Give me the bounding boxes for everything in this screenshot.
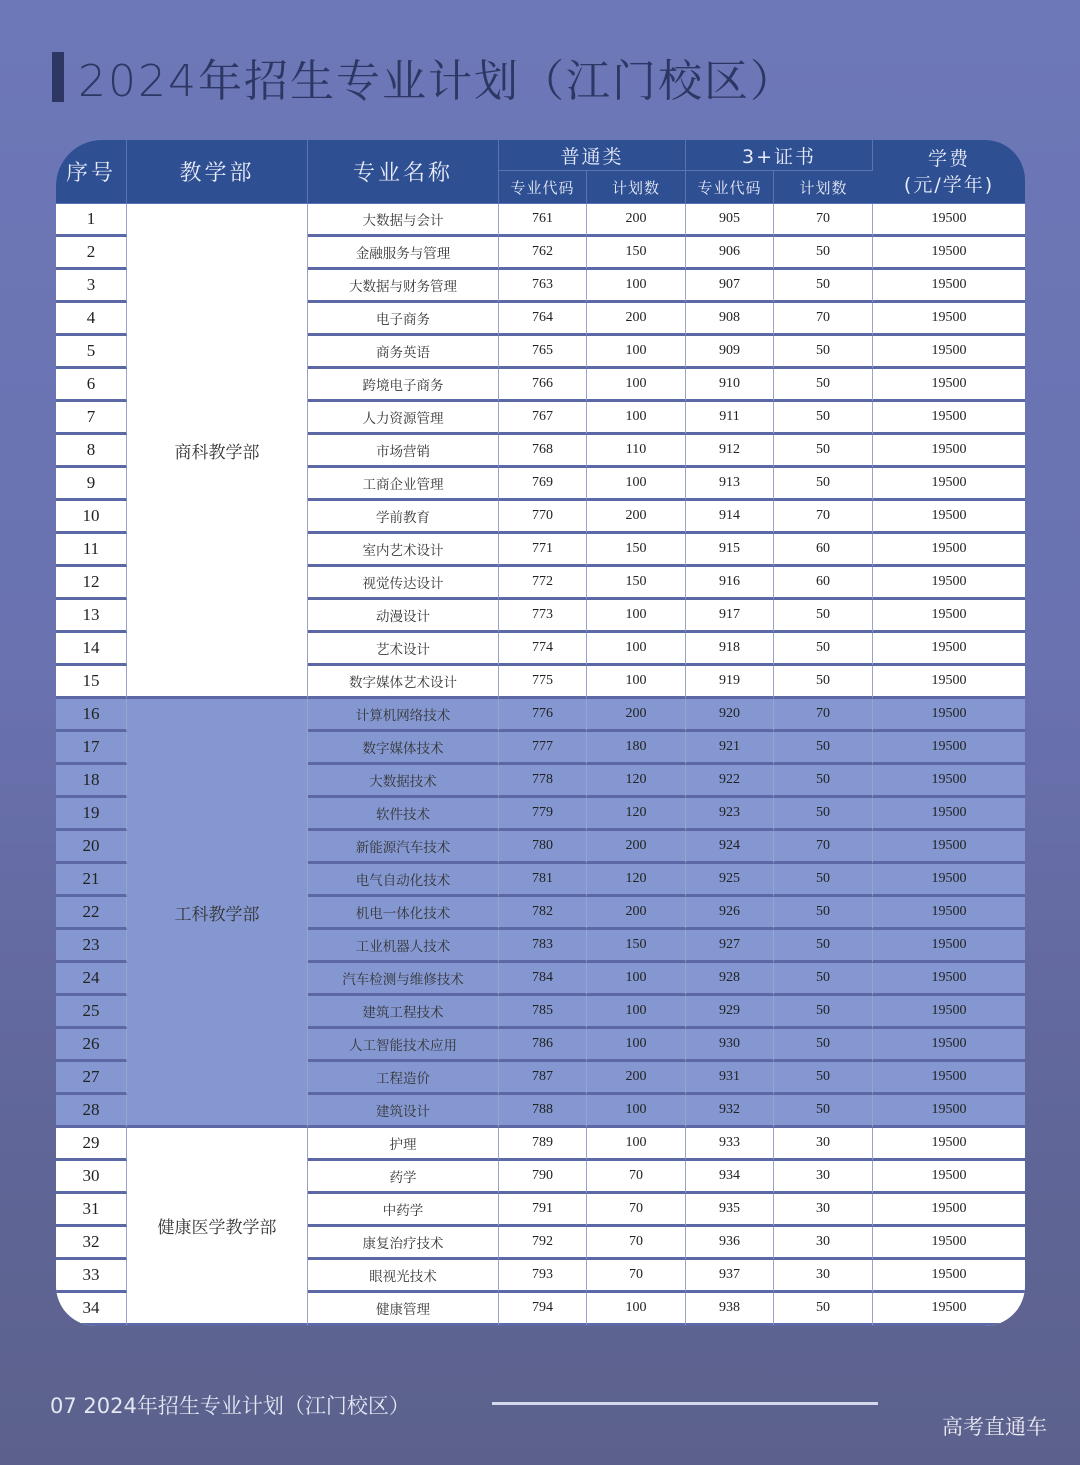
row-index: 18: [56, 765, 127, 798]
cert-major-code: 925: [686, 864, 774, 897]
regular-major-code: 794: [499, 1293, 587, 1326]
cert-plan-count: 30: [774, 1161, 873, 1194]
major-name: 药学: [308, 1161, 499, 1194]
watermark-text: 高考直通车: [942, 1415, 1047, 1439]
regular-plan-count: 200: [587, 1062, 686, 1095]
cert-major-code: 937: [686, 1260, 774, 1293]
regular-major-code: 790: [499, 1161, 587, 1194]
cert-major-code: 921: [686, 732, 774, 765]
row-index: 19: [56, 798, 127, 831]
major-name: 人工智能技术应用: [308, 1029, 499, 1062]
title-accent-bar: [52, 52, 64, 102]
regular-plan-count: 100: [587, 402, 686, 435]
cert-major-code: 922: [686, 765, 774, 798]
cert-major-code: 906: [686, 237, 774, 270]
row-index: 15: [56, 666, 127, 699]
cert-major-code: 920: [686, 699, 774, 732]
cert-plan-count: 70: [774, 831, 873, 864]
regular-major-code: 787: [499, 1062, 587, 1095]
major-name: 学前教育: [308, 501, 499, 534]
cert-plan-count: 50: [774, 468, 873, 501]
regular-plan-count: 100: [587, 963, 686, 996]
row-index: 27: [56, 1062, 127, 1095]
regular-plan-count: 70: [587, 1227, 686, 1260]
regular-plan-count: 100: [587, 270, 686, 303]
cert-major-code: 909: [686, 336, 774, 369]
cert-major-code: 923: [686, 798, 774, 831]
regular-major-code: 763: [499, 270, 587, 303]
regular-major-code: 786: [499, 1029, 587, 1062]
header-group-cert: 3+证书: [686, 140, 873, 171]
cert-major-code: 911: [686, 402, 774, 435]
tuition-fee: 19500: [873, 1293, 1025, 1326]
regular-major-code: 768: [499, 435, 587, 468]
cert-major-code: 932: [686, 1095, 774, 1128]
cert-plan-count: 50: [774, 765, 873, 798]
regular-plan-count: 100: [587, 600, 686, 633]
cert-plan-count: 50: [774, 1029, 873, 1062]
row-index: 17: [56, 732, 127, 765]
regular-plan-count: 100: [587, 666, 686, 699]
tuition-fee: 19500: [873, 1029, 1025, 1062]
regular-plan-count: 70: [587, 1161, 686, 1194]
major-name: 人力资源管理: [308, 402, 499, 435]
header-department: 教学部: [127, 140, 308, 204]
cert-major-code: 934: [686, 1161, 774, 1194]
row-index: 33: [56, 1260, 127, 1293]
department-cell: 工科教学部: [127, 699, 308, 1128]
major-name: 康复治疗技术: [308, 1227, 499, 1260]
cert-plan-count: 50: [774, 930, 873, 963]
tuition-fee: 19500: [873, 963, 1025, 996]
cert-major-code: 917: [686, 600, 774, 633]
cert-plan-count: 50: [774, 402, 873, 435]
row-index: 7: [56, 402, 127, 435]
row-index: 16: [56, 699, 127, 732]
regular-plan-count: 100: [587, 369, 686, 402]
cert-major-code: 930: [686, 1029, 774, 1062]
header-tuition-line2: (元/学年): [903, 173, 995, 196]
major-name: 新能源汽车技术: [308, 831, 499, 864]
regular-major-code: 769: [499, 468, 587, 501]
cert-major-code: 929: [686, 996, 774, 1029]
page-title: [52, 52, 796, 107]
row-index: 12: [56, 567, 127, 600]
row-index: 31: [56, 1194, 127, 1227]
tuition-fee: 19500: [873, 237, 1025, 270]
regular-major-code: 764: [499, 303, 587, 336]
cert-major-code: 915: [686, 534, 774, 567]
regular-plan-count: 200: [587, 303, 686, 336]
cert-major-code: 905: [686, 204, 774, 237]
row-index: 24: [56, 963, 127, 996]
major-name: 大数据技术: [308, 765, 499, 798]
regular-plan-count: 100: [587, 468, 686, 501]
tuition-fee: 19500: [873, 336, 1025, 369]
department-cell: 健康医学教学部: [127, 1128, 308, 1326]
tuition-fee: 19500: [873, 1095, 1025, 1128]
regular-plan-count: 200: [587, 501, 686, 534]
major-name: 艺术设计: [308, 633, 499, 666]
major-name: 动漫设计: [308, 600, 499, 633]
header-regular-plan: 计划数: [587, 171, 686, 204]
regular-plan-count: 120: [587, 765, 686, 798]
cert-plan-count: 50: [774, 897, 873, 930]
row-index: 2: [56, 237, 127, 270]
regular-plan-count: 200: [587, 204, 686, 237]
tuition-fee: 19500: [873, 1062, 1025, 1095]
header-index: 序号: [56, 140, 127, 204]
cert-major-code: 916: [686, 567, 774, 600]
page-title-text: 2024年招生专业计划（江门校区）: [78, 56, 796, 107]
cert-major-code: 938: [686, 1293, 774, 1326]
major-name: 市场营销: [308, 435, 499, 468]
regular-plan-count: 150: [587, 534, 686, 567]
cert-major-code: 924: [686, 831, 774, 864]
row-index: 32: [56, 1227, 127, 1260]
row-index: 14: [56, 633, 127, 666]
tuition-fee: 19500: [873, 1227, 1025, 1260]
cert-plan-count: 50: [774, 963, 873, 996]
major-name: 数字媒体技术: [308, 732, 499, 765]
regular-plan-count: 200: [587, 831, 686, 864]
cert-plan-count: 50: [774, 600, 873, 633]
cert-plan-count: 70: [774, 501, 873, 534]
regular-plan-count: 120: [587, 864, 686, 897]
cert-major-code: 913: [686, 468, 774, 501]
footer-page-label: 07 2024年招生专业计划（江门校区）: [50, 1394, 410, 1418]
row-index: 11: [56, 534, 127, 567]
row-index: 1: [56, 204, 127, 237]
cert-major-code: 931: [686, 1062, 774, 1095]
tuition-fee: 19500: [873, 501, 1025, 534]
footer-divider: [492, 1402, 878, 1405]
tuition-fee: 19500: [873, 633, 1025, 666]
regular-major-code: 775: [499, 666, 587, 699]
tuition-fee: 19500: [873, 1194, 1025, 1227]
cert-plan-count: 60: [774, 534, 873, 567]
cert-plan-count: 30: [774, 1227, 873, 1260]
regular-major-code: 783: [499, 930, 587, 963]
tuition-fee: 19500: [873, 930, 1025, 963]
row-index: 9: [56, 468, 127, 501]
regular-major-code: 761: [499, 204, 587, 237]
row-index: 20: [56, 831, 127, 864]
cert-major-code: 912: [686, 435, 774, 468]
major-name: 工商企业管理: [308, 468, 499, 501]
row-index: 30: [56, 1161, 127, 1194]
regular-major-code: 780: [499, 831, 587, 864]
tuition-fee: 19500: [873, 468, 1025, 501]
tuition-fee: 19500: [873, 699, 1025, 732]
regular-plan-count: 110: [587, 435, 686, 468]
regular-major-code: 784: [499, 963, 587, 996]
regular-plan-count: 100: [587, 996, 686, 1029]
row-index: 29: [56, 1128, 127, 1161]
tuition-fee: 19500: [873, 534, 1025, 567]
regular-plan-count: 70: [587, 1260, 686, 1293]
row-index: 22: [56, 897, 127, 930]
tuition-fee: 19500: [873, 897, 1025, 930]
regular-major-code: 777: [499, 732, 587, 765]
regular-plan-count: 100: [587, 633, 686, 666]
table-row: [56, 1128, 1025, 1161]
tuition-fee: 19500: [873, 303, 1025, 336]
tuition-fee: 19500: [873, 369, 1025, 402]
cert-plan-count: 70: [774, 699, 873, 732]
regular-major-code: 781: [499, 864, 587, 897]
regular-major-code: 785: [499, 996, 587, 1029]
tuition-fee: 19500: [873, 567, 1025, 600]
tuition-fee: 19500: [873, 732, 1025, 765]
table-row: [56, 699, 1025, 732]
major-name: 计算机网络技术: [308, 699, 499, 732]
major-name: 视觉传达设计: [308, 567, 499, 600]
cert-plan-count: 50: [774, 996, 873, 1029]
regular-plan-count: 100: [587, 336, 686, 369]
cert-plan-count: 70: [774, 303, 873, 336]
major-name: 建筑工程技术: [308, 996, 499, 1029]
tuition-fee: 19500: [873, 270, 1025, 303]
major-name: 电子商务: [308, 303, 499, 336]
tuition-fee: 19500: [873, 1128, 1025, 1161]
cert-plan-count: 50: [774, 1062, 873, 1095]
cert-plan-count: 50: [774, 435, 873, 468]
enrollment-plan-table: [56, 140, 1025, 1326]
cert-plan-count: 30: [774, 1128, 873, 1161]
major-name: 跨境电子商务: [308, 369, 499, 402]
cert-major-code: 919: [686, 666, 774, 699]
cert-plan-count: 50: [774, 1095, 873, 1128]
row-index: 3: [56, 270, 127, 303]
cert-major-code: 933: [686, 1128, 774, 1161]
cert-plan-count: 50: [774, 666, 873, 699]
regular-plan-count: 120: [587, 798, 686, 831]
cert-plan-count: 50: [774, 798, 873, 831]
row-index: 26: [56, 1029, 127, 1062]
regular-plan-count: 200: [587, 897, 686, 930]
tuition-fee: 19500: [873, 435, 1025, 468]
major-name: 中药学: [308, 1194, 499, 1227]
regular-plan-count: 100: [587, 1128, 686, 1161]
cert-plan-count: 50: [774, 1293, 873, 1326]
regular-major-code: 773: [499, 600, 587, 633]
table-body: [56, 204, 1025, 1326]
cert-plan-count: 50: [774, 633, 873, 666]
cert-major-code: 914: [686, 501, 774, 534]
header-tuition: [873, 140, 1025, 204]
tuition-fee: 19500: [873, 1260, 1025, 1293]
row-index: 34: [56, 1293, 127, 1326]
regular-major-code: 776: [499, 699, 587, 732]
table-row: [56, 204, 1025, 237]
header-major-name: 专业名称: [308, 140, 499, 204]
cert-major-code: 936: [686, 1227, 774, 1260]
major-name: 软件技术: [308, 798, 499, 831]
regular-plan-count: 100: [587, 1029, 686, 1062]
tuition-fee: 19500: [873, 204, 1025, 237]
major-name: 汽车检测与维修技术: [308, 963, 499, 996]
regular-major-code: 774: [499, 633, 587, 666]
regular-major-code: 762: [499, 237, 587, 270]
regular-major-code: 778: [499, 765, 587, 798]
major-name: 商务英语: [308, 336, 499, 369]
cert-major-code: 928: [686, 963, 774, 996]
tuition-fee: 19500: [873, 600, 1025, 633]
cert-plan-count: 50: [774, 864, 873, 897]
tuition-fee: 19500: [873, 402, 1025, 435]
row-index: 28: [56, 1095, 127, 1128]
regular-plan-count: 150: [587, 237, 686, 270]
row-index: 4: [56, 303, 127, 336]
tuition-fee: 19500: [873, 798, 1025, 831]
row-index: 6: [56, 369, 127, 402]
major-name: 大数据与会计: [308, 204, 499, 237]
regular-major-code: 779: [499, 798, 587, 831]
cert-plan-count: 70: [774, 204, 873, 237]
regular-major-code: 789: [499, 1128, 587, 1161]
cert-major-code: 910: [686, 369, 774, 402]
cert-plan-count: 50: [774, 237, 873, 270]
row-index: 23: [56, 930, 127, 963]
cert-major-code: 907: [686, 270, 774, 303]
row-index: 21: [56, 864, 127, 897]
major-name: 金融服务与管理: [308, 237, 499, 270]
major-name: 大数据与财务管理: [308, 270, 499, 303]
row-index: 10: [56, 501, 127, 534]
major-name: 机电一体化技术: [308, 897, 499, 930]
major-name: 护理: [308, 1128, 499, 1161]
major-name: 电气自动化技术: [308, 864, 499, 897]
header-cert-plan: 计划数: [774, 171, 873, 204]
cert-major-code: 908: [686, 303, 774, 336]
regular-major-code: 765: [499, 336, 587, 369]
tuition-fee: 19500: [873, 831, 1025, 864]
header-tuition-line1: 学费: [928, 147, 971, 170]
regular-major-code: 766: [499, 369, 587, 402]
department-cell: 商科教学部: [127, 204, 308, 699]
cert-major-code: 935: [686, 1194, 774, 1227]
cert-plan-count: 50: [774, 732, 873, 765]
regular-major-code: 771: [499, 534, 587, 567]
tuition-fee: 19500: [873, 666, 1025, 699]
row-index: 8: [56, 435, 127, 468]
cert-plan-count: 50: [774, 369, 873, 402]
cert-plan-count: 30: [774, 1260, 873, 1293]
cert-major-code: 927: [686, 930, 774, 963]
regular-plan-count: 180: [587, 732, 686, 765]
header-regular-code: 专业代码: [499, 171, 587, 204]
regular-major-code: 772: [499, 567, 587, 600]
row-index: 25: [56, 996, 127, 1029]
regular-major-code: 782: [499, 897, 587, 930]
cert-major-code: 926: [686, 897, 774, 930]
regular-plan-count: 200: [587, 699, 686, 732]
regular-major-code: 788: [499, 1095, 587, 1128]
regular-major-code: 770: [499, 501, 587, 534]
major-name: 工程造价: [308, 1062, 499, 1095]
regular-plan-count: 150: [587, 930, 686, 963]
cert-plan-count: 50: [774, 336, 873, 369]
header-group-regular: 普通类: [499, 140, 686, 171]
tuition-fee: 19500: [873, 1161, 1025, 1194]
cert-major-code: 918: [686, 633, 774, 666]
major-name: 数字媒体艺术设计: [308, 666, 499, 699]
cert-plan-count: 30: [774, 1194, 873, 1227]
cert-plan-count: 60: [774, 567, 873, 600]
tuition-fee: 19500: [873, 864, 1025, 897]
major-name: 健康管理: [308, 1293, 499, 1326]
major-name: 室内艺术设计: [308, 534, 499, 567]
row-index: 5: [56, 336, 127, 369]
cert-plan-count: 50: [774, 270, 873, 303]
tuition-fee: 19500: [873, 765, 1025, 798]
regular-major-code: 767: [499, 402, 587, 435]
regular-major-code: 793: [499, 1260, 587, 1293]
regular-plan-count: 100: [587, 1095, 686, 1128]
row-index: 13: [56, 600, 127, 633]
regular-plan-count: 70: [587, 1194, 686, 1227]
major-name: 眼视光技术: [308, 1260, 499, 1293]
regular-major-code: 791: [499, 1194, 587, 1227]
major-name: 工业机器人技术: [308, 930, 499, 963]
regular-plan-count: 150: [587, 567, 686, 600]
regular-major-code: 792: [499, 1227, 587, 1260]
header-cert-code: 专业代码: [686, 171, 774, 204]
regular-plan-count: 100: [587, 1293, 686, 1326]
tuition-fee: 19500: [873, 996, 1025, 1029]
major-name: 建筑设计: [308, 1095, 499, 1128]
